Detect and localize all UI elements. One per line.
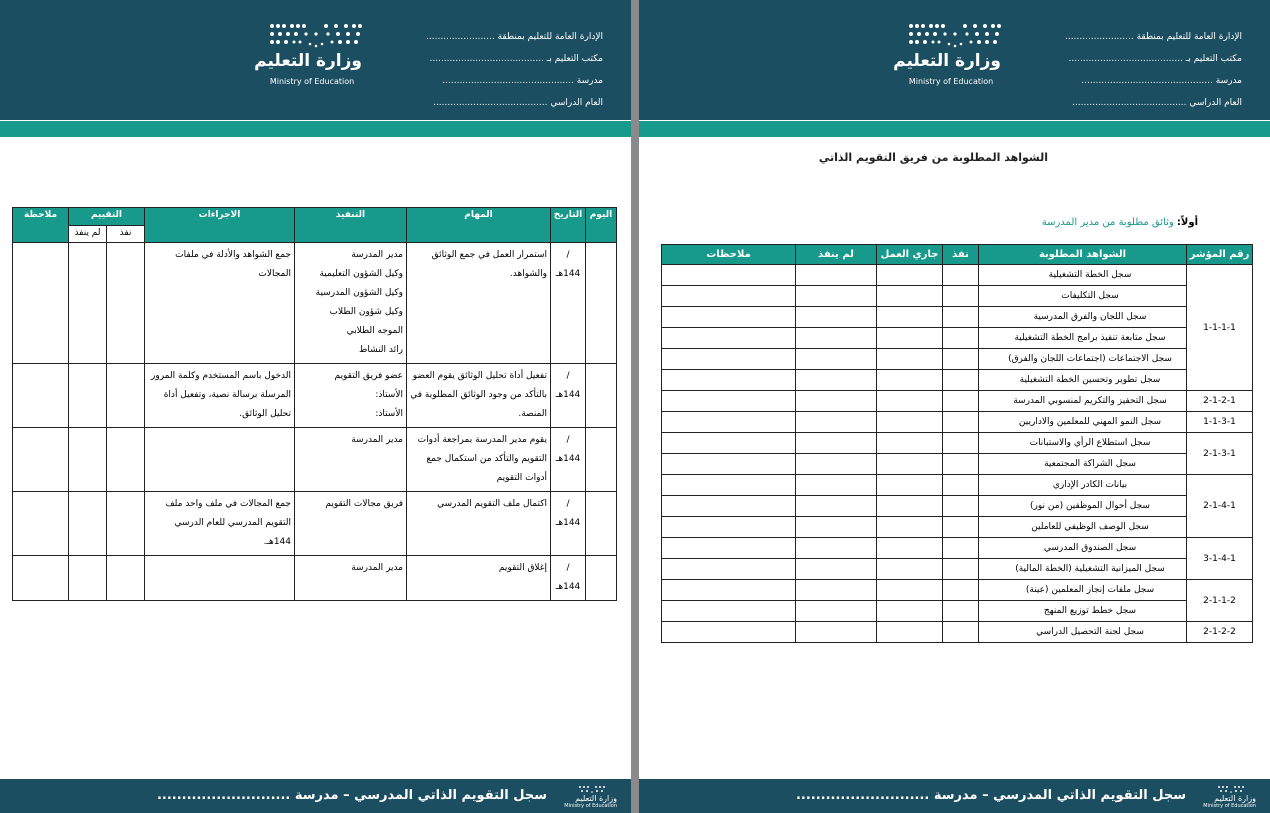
not-done-cell	[796, 559, 877, 580]
evidence-cell: سجل الخطة التشغيلية	[979, 265, 1187, 286]
plan-task-cell: يقوم مدير المدرسة بمراجعة أدوات التقويم والتأكد من استكمال جمع أدوات التقويم	[407, 428, 551, 492]
plan-date-line: 144هـ	[555, 582, 581, 592]
plan-execution-cell	[295, 492, 407, 556]
in-progress-cell	[877, 580, 943, 601]
evidence-row	[662, 307, 1253, 328]
evidence-row	[662, 454, 1253, 475]
not-done-cell	[796, 496, 877, 517]
footer-logo-en: Ministry of Education	[1203, 803, 1256, 809]
evidence-cell: سجل الوصف الوظيفي للعاملين	[979, 517, 1187, 538]
plan-notes-cell	[13, 243, 69, 364]
in-progress-cell	[877, 538, 943, 559]
in-progress-cell	[877, 412, 943, 433]
notes-cell	[662, 517, 796, 538]
evidence-row	[662, 601, 1253, 622]
plan-task-cell: استمرار العمل في جمع الوثائق والشواهد.	[407, 243, 551, 364]
evidence-row	[662, 580, 1253, 601]
not-done-cell	[796, 517, 877, 538]
plan-task-cell: إغلاق التقويم	[407, 556, 551, 601]
plan-date-line: 144هـ	[555, 390, 581, 400]
plan-not-done-cell	[69, 243, 107, 364]
done-cell	[943, 370, 979, 391]
evidence-row	[662, 496, 1253, 517]
indicator-cell: 2-1-1-2	[1187, 580, 1253, 622]
in-progress-cell	[877, 559, 943, 580]
header-info-line: مكتب التعليم بـ ........................................	[1068, 54, 1242, 64]
not-done-cell	[796, 454, 877, 475]
evidence-cell: سجل استطلاع الرأي والاستبانات	[979, 433, 1187, 454]
not-done-cell	[796, 433, 877, 454]
not-done-cell	[796, 286, 877, 307]
footer-logo-ar: وزارة التعليم	[575, 794, 617, 803]
evidence-cell: سجل الصندوق المدرسي	[979, 538, 1187, 559]
evidence-row	[662, 517, 1253, 538]
plan-done-cell	[107, 556, 145, 601]
ministry-name-ar: وزارة التعليم	[893, 51, 1001, 71]
evidence-cell: بيانات الكادر الإداري	[979, 475, 1187, 496]
notes-cell	[662, 433, 796, 454]
evidence-cell: سجل الشراكة المجتمعية	[979, 454, 1187, 475]
plan-row	[13, 364, 617, 428]
plan-procedure-cell	[145, 428, 295, 492]
footer-text: سجل التقويم الذاتي المدرسي – مدرسة ...........................	[156, 788, 547, 803]
not-done-cell	[796, 622, 877, 643]
ministry-dots-logo-icon	[577, 784, 607, 794]
done-cell	[943, 601, 979, 622]
done-cell	[943, 517, 979, 538]
plan-done-cell	[107, 364, 145, 428]
evidence-page-title: الشواهد المطلوبة من فريق التقويم الذاتي	[818, 151, 1048, 164]
done-cell	[943, 412, 979, 433]
ministry-logo	[893, 20, 1013, 90]
page-left	[0, 0, 631, 813]
plan-date-line: /	[566, 563, 570, 573]
indicator-cell: 1-1-1-1	[1187, 265, 1253, 391]
plan-table-body	[13, 243, 617, 601]
done-cell	[943, 265, 979, 286]
done-cell	[943, 496, 979, 517]
evidence-page-subtitle	[1042, 217, 1198, 228]
header-info-line: مدرسة ..............................................	[442, 76, 603, 86]
plan-done-cell	[107, 492, 145, 556]
evidence-cell: سجل التحفيز والتكريم لمنسوبي المدرسة	[979, 391, 1187, 412]
ministry-dots-logo-icon	[1216, 784, 1246, 794]
evidence-row	[662, 475, 1253, 496]
evidence-cell: سجل اللجان والفرق المدرسية	[979, 307, 1187, 328]
plan-procedure-cell: الدخول باسم المستخدم وكلمة المرور المرسلة برسالة نصية، وتفعيل أداة تحليل الوثائق.	[145, 364, 295, 428]
evidence-row	[662, 622, 1253, 643]
evidence-row	[662, 286, 1253, 307]
plan-day-cell	[586, 492, 617, 556]
plan-day-cell	[586, 243, 617, 364]
plan-date-line: /	[566, 499, 570, 509]
evidence-cell: سجل النمو المهني للمعلمين والاداريين	[979, 412, 1187, 433]
plan-task-cell: اكتمال ملف التقويم المدرسي	[407, 492, 551, 556]
done-cell	[943, 391, 979, 412]
evidence-table-body	[662, 265, 1253, 643]
page-footer	[0, 779, 631, 813]
plan-done-cell	[107, 243, 145, 364]
evidence-row	[662, 559, 1253, 580]
plan-day-cell	[586, 428, 617, 492]
accent-bar	[639, 121, 1270, 137]
plan-notes-cell	[13, 556, 69, 601]
header-tasks: المهام	[407, 208, 551, 243]
indicator-cell: 3-1-4-1	[1187, 538, 1253, 580]
page-header	[0, 0, 631, 120]
indicator-cell: 2-1-3-1	[1187, 433, 1253, 475]
plan-not-done-cell	[69, 492, 107, 556]
plan-date-line: /	[566, 435, 570, 445]
indicator-cell: 2-1-2-2	[1187, 622, 1253, 643]
evidence-cell: سجل الاجتماعات (اجتماعات اللجان والفرق)	[979, 349, 1187, 370]
header-procedures: الاجراءات	[145, 208, 295, 243]
plan-execution-cell	[295, 243, 407, 364]
plan-not-done-cell	[69, 364, 107, 428]
evidence-cell: سجل متابعة تنفيذ برامج الخطة التشغيلية	[979, 328, 1187, 349]
ministry-dots-logo-icon	[266, 20, 366, 50]
plan-row	[13, 556, 617, 601]
not-done-cell	[796, 307, 877, 328]
in-progress-cell	[877, 475, 943, 496]
plan-execution-line: الأستاذ:	[375, 390, 403, 400]
not-done-cell	[796, 349, 877, 370]
indicator-cell: 1-1-3-1	[1187, 412, 1253, 433]
ministry-name-ar: وزارة التعليم	[254, 51, 362, 71]
subtitle-text: وثائق مطلوبة من مدير المدرسة	[1041, 217, 1174, 228]
header-info-line: مكتب التعليم بـ ........................................	[429, 54, 603, 64]
evidence-row	[662, 538, 1253, 559]
plan-date-cell	[551, 492, 586, 556]
plan-date-cell	[551, 428, 586, 492]
header-in-progress: جاري العمل	[877, 245, 943, 265]
header-execution: التنفيذ	[295, 208, 407, 243]
plan-not-done-cell	[69, 556, 107, 601]
header-done: نفذ	[943, 245, 979, 265]
evidence-cell: سجل ملفات إنجاز المعلمين (عينة)	[979, 580, 1187, 601]
ministry-logo	[254, 20, 374, 90]
indicator-cell: 2-1-4-1	[1187, 475, 1253, 538]
not-done-cell	[796, 538, 877, 559]
indicator-cell: 2-1-2-1	[1187, 391, 1253, 412]
plan-done-cell	[107, 428, 145, 492]
done-cell	[943, 580, 979, 601]
plan-execution-cell	[295, 428, 407, 492]
notes-cell	[662, 286, 796, 307]
done-cell	[943, 538, 979, 559]
done-cell	[943, 349, 979, 370]
notes-cell	[662, 307, 796, 328]
plan-row	[13, 243, 617, 364]
plan-procedure-cell	[145, 556, 295, 601]
in-progress-cell	[877, 265, 943, 286]
plan-task-cell: تفعيل أداة تحليل الوثائق يقوم العضو بالتأكد من وجود الوثائق المطلوبة في المنصة.	[407, 364, 551, 428]
footer-logo-en: Ministry of Education	[564, 803, 617, 809]
evidence-row	[662, 349, 1253, 370]
ministry-dots-logo-icon	[905, 20, 1005, 50]
ministry-name-en: Ministry of Education	[269, 77, 355, 86]
plan-table	[12, 207, 617, 601]
in-progress-cell	[877, 328, 943, 349]
footer-text: سجل التقويم الذاتي المدرسي – مدرسة ...........................	[795, 788, 1186, 803]
plan-execution-line: رائد النشاط	[359, 345, 403, 355]
notes-cell	[662, 370, 796, 391]
plan-row	[13, 492, 617, 556]
header-info-line: الإدارة العامة للتعليم بمنطقة ........................	[1065, 32, 1242, 42]
plan-date-cell	[551, 364, 586, 428]
plan-execution-cell	[295, 556, 407, 601]
done-cell	[943, 475, 979, 496]
header-done: نفذ	[107, 226, 145, 243]
plan-date-line: 144هـ	[555, 454, 581, 464]
evidence-row	[662, 370, 1253, 391]
not-done-cell	[796, 475, 877, 496]
footer-logo-ar: وزارة التعليم	[1214, 794, 1256, 803]
header-evaluation: التقييم	[69, 208, 145, 226]
done-cell	[943, 622, 979, 643]
header-date: التاريخ	[551, 208, 586, 243]
notes-cell	[662, 454, 796, 475]
in-progress-cell	[877, 496, 943, 517]
footer-logo	[1200, 784, 1256, 810]
notes-cell	[662, 601, 796, 622]
header-info-line: مدرسة ..............................................	[1081, 76, 1242, 86]
header-notes: ملاحظة	[13, 208, 69, 243]
header-not-done: لم ينفذ	[796, 245, 877, 265]
in-progress-cell	[877, 517, 943, 538]
in-progress-cell	[877, 454, 943, 475]
plan-execution-line: مدير المدرسة	[351, 435, 403, 445]
plan-execution-line: وكيل الشؤون التعليمية	[319, 269, 403, 279]
in-progress-cell	[877, 349, 943, 370]
plan-execution-line: وكيل الشؤون المدرسية	[315, 288, 403, 298]
header-day: اليوم	[586, 208, 617, 243]
evidence-row	[662, 328, 1253, 349]
header-indicator: رقم المؤشر	[1187, 245, 1253, 265]
evidence-cell: سجل الميزانية التشغيلية (الخطة المالية)	[979, 559, 1187, 580]
notes-cell	[662, 412, 796, 433]
plan-notes-cell	[13, 428, 69, 492]
evidence-cell: سجل تطوير وتحسين الخطة التشغيلية	[979, 370, 1187, 391]
header-evidence: الشواهد المطلوبة	[979, 245, 1187, 265]
evidence-cell: سجل لجنة التحصيل الدراسي	[979, 622, 1187, 643]
plan-execution-line: مدير المدرسة	[351, 250, 403, 260]
header-info	[1012, 26, 1242, 114]
not-done-cell	[796, 601, 877, 622]
evidence-row	[662, 412, 1253, 433]
notes-cell	[662, 475, 796, 496]
plan-execution-line: الأستاذ:	[375, 409, 403, 419]
not-done-cell	[796, 265, 877, 286]
notes-cell	[662, 580, 796, 601]
evidence-row	[662, 265, 1253, 286]
notes-cell	[662, 496, 796, 517]
page-footer	[639, 779, 1270, 813]
in-progress-cell	[877, 391, 943, 412]
in-progress-cell	[877, 370, 943, 391]
done-cell	[943, 433, 979, 454]
in-progress-cell	[877, 307, 943, 328]
plan-date-line: /	[566, 371, 570, 381]
plan-row	[13, 428, 617, 492]
header-not-done: لم ينفذ	[69, 226, 107, 243]
header-info-line: الإدارة العامة للتعليم بمنطقة ........................	[426, 32, 603, 42]
plan-day-cell	[586, 364, 617, 428]
not-done-cell	[796, 391, 877, 412]
header-info-line: العام الدراسي ........................................	[1072, 98, 1242, 108]
plan-date-cell	[551, 556, 586, 601]
plan-execution-line: عضو فريق التقويم	[334, 371, 403, 381]
not-done-cell	[796, 370, 877, 391]
plan-execution-line: وكيل شؤون الطلاب	[329, 307, 403, 317]
plan-date-line: /	[566, 250, 570, 260]
plan-date-line: 144هـ	[555, 518, 581, 528]
plan-date-cell	[551, 243, 586, 364]
notes-cell	[662, 391, 796, 412]
evidence-cell: سجل خطط توزيع المنهج	[979, 601, 1187, 622]
plan-execution-cell	[295, 364, 407, 428]
plan-execution-line: مدير المدرسة	[351, 563, 403, 573]
subtitle-prefix: أولاً:	[1176, 217, 1198, 228]
notes-cell	[662, 349, 796, 370]
header-info	[373, 26, 603, 114]
header-info-line: العام الدراسي ........................................	[433, 98, 603, 108]
evidence-row	[662, 433, 1253, 454]
plan-date-line: 144هـ	[555, 269, 581, 279]
in-progress-cell	[877, 286, 943, 307]
done-cell	[943, 307, 979, 328]
accent-bar	[0, 121, 631, 137]
not-done-cell	[796, 412, 877, 433]
plan-procedure-cell: جمع المجالات في ملف واحد ملف التقويم المدرسي للعام الدرسي 144هـ.	[145, 492, 295, 556]
page-right	[639, 0, 1270, 813]
plan-notes-cell	[13, 492, 69, 556]
done-cell	[943, 454, 979, 475]
notes-cell	[662, 538, 796, 559]
plan-execution-line: فريق مجالات التقويم	[325, 499, 403, 509]
done-cell	[943, 559, 979, 580]
in-progress-cell	[877, 622, 943, 643]
footer-logo	[561, 784, 617, 810]
ministry-name-en: Ministry of Education	[908, 77, 994, 86]
header-notes: ملاحظات	[662, 245, 796, 265]
evidence-row	[662, 391, 1253, 412]
evidence-cell: سجل التكليفات	[979, 286, 1187, 307]
notes-cell	[662, 328, 796, 349]
notes-cell	[662, 265, 796, 286]
plan-execution-line: الموجه الطلابي	[346, 326, 403, 336]
done-cell	[943, 328, 979, 349]
page-header	[639, 0, 1270, 120]
not-done-cell	[796, 580, 877, 601]
evidence-cell: سجل أحوال الموظفين (من نور)	[979, 496, 1187, 517]
not-done-cell	[796, 328, 877, 349]
done-cell	[943, 286, 979, 307]
in-progress-cell	[877, 433, 943, 454]
notes-cell	[662, 622, 796, 643]
plan-day-cell	[586, 556, 617, 601]
plan-notes-cell	[13, 364, 69, 428]
notes-cell	[662, 559, 796, 580]
plan-not-done-cell	[69, 428, 107, 492]
plan-procedure-cell: جمع الشواهد والأدلة في ملفات المجالات	[145, 243, 295, 364]
evidence-table	[661, 244, 1253, 643]
in-progress-cell	[877, 601, 943, 622]
